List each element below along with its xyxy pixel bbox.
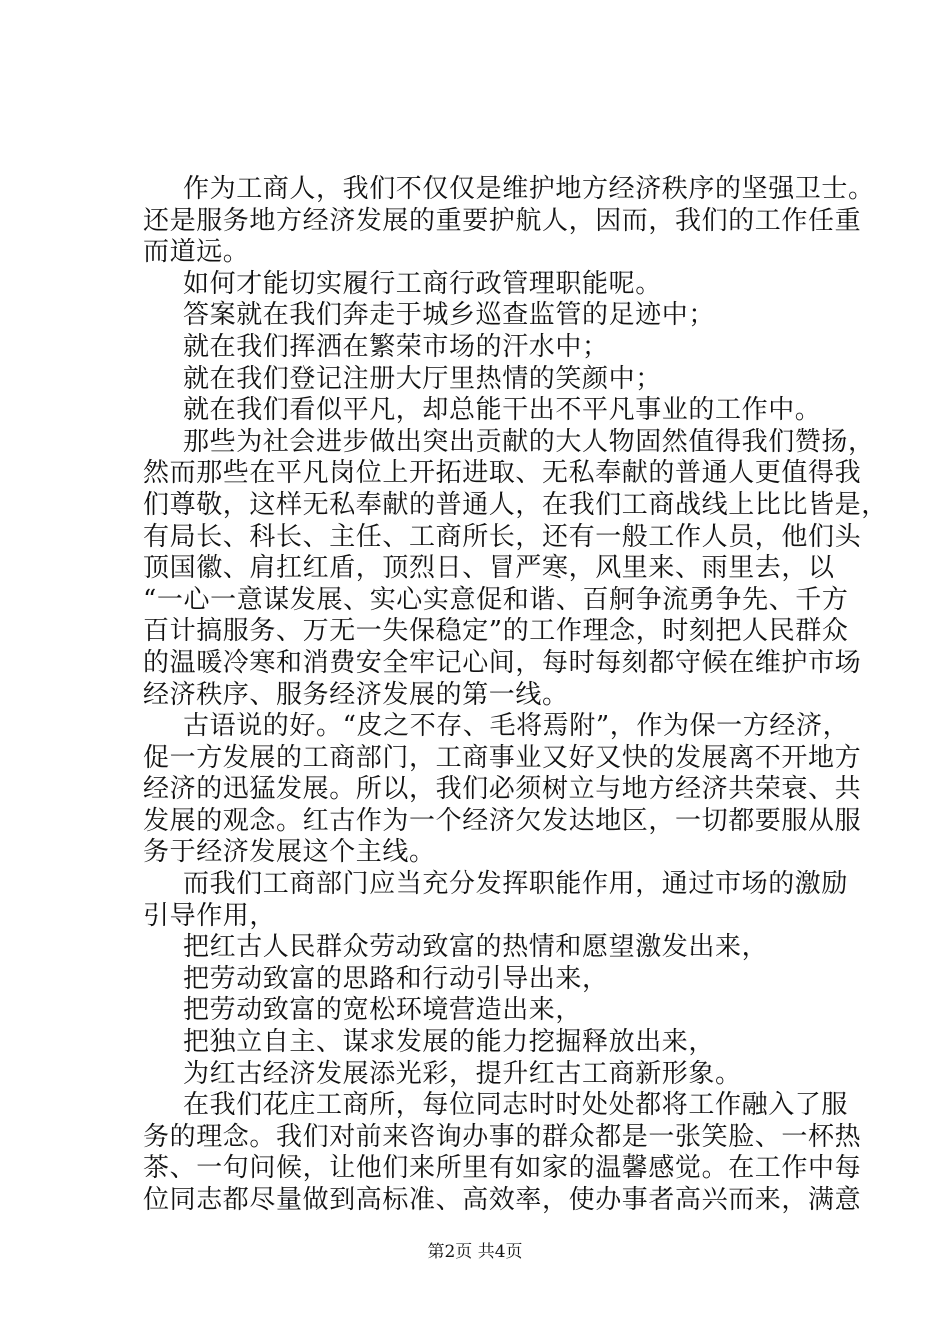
text-line: 发展的观念。红古作为一个经济欠发达地区，一切都要服从服 bbox=[143, 805, 862, 836]
text-line: 们尊敬，这样无私奉献的普通人，在我们工商战线上比比皆是， bbox=[143, 489, 888, 520]
text-line: 如何才能切实履行工商行政管理职能呢。 bbox=[183, 268, 662, 299]
text-line: 茶、一句问候，让他们来所里有如家的温馨感觉。在工作中每 bbox=[143, 1153, 862, 1184]
text-line: 就在我们看似平凡，却总能干出不平凡事业的工作中。 bbox=[183, 395, 822, 426]
text-line: 百计搞服务、万无一失保稳定”的工作理念，时刻把人民群众 bbox=[143, 616, 849, 647]
text-line: 作为工商人，我们不仅仅是维护地方经济秩序的坚强卫士。 bbox=[183, 174, 875, 204]
text-line: 有局长、科长、主任、工商所长，还有一般工作人员，他们头 bbox=[143, 521, 862, 552]
text-line: 为红古经济发展添光彩，提升红古工商新形象。 bbox=[183, 1058, 742, 1089]
text-line: 还是服务地方经济发展的重要护航人，因而，我们的工作任重 bbox=[143, 205, 862, 236]
text-line: 务于经济发展这个主线。 bbox=[143, 837, 436, 868]
page-number-footer: 第2页 共4页 bbox=[427, 1242, 523, 1262]
text-line: 把独立自主、谋求发展的能力挖掘释放出来， bbox=[183, 1027, 716, 1058]
text-line: 位同志都尽量做到高标准、高效率，使办事者高兴而来，满意 bbox=[143, 1185, 862, 1215]
text-line: 把劳动致富的思路和行动引导出来， bbox=[183, 963, 609, 994]
text-line: 古语说的好。“皮之不存、毛将焉附”，作为保一方经济， bbox=[183, 711, 850, 742]
text-line: 把劳动致富的宽松环境营造出来， bbox=[183, 995, 583, 1026]
text-line: 务的理念。我们对前来咨询办事的群众都是一张笑脸、一杯热 bbox=[143, 1121, 862, 1152]
text-line: 经济秩序、服务经济发展的第一线。 bbox=[143, 679, 569, 710]
text-line: “一心一意谋发展、实心实意促和谐、百舸争流勇争先、千方 bbox=[143, 584, 849, 615]
text-line: 经济的迅猛发展。所以，我们必须树立与地方经济共荣衰、共 bbox=[143, 774, 862, 805]
text-line: 在我们花庄工商所，每位同志时时处处都将工作融入了服 bbox=[183, 1090, 849, 1121]
text-line: 而我们工商部门应当充分发挥职能作用，通过市场的激励 bbox=[183, 869, 849, 900]
text-line: 而道远。 bbox=[143, 237, 250, 268]
text-line: 就在我们挥洒在繁荣市场的汗水中； bbox=[183, 331, 609, 362]
text-line: 顶国徽、肩扛红盾，顶烈日、冒严寒，风里来、雨里去，以 bbox=[143, 553, 835, 584]
text-line: 那些为社会进步做出突出贡献的大人物固然值得我们赞扬， bbox=[183, 426, 875, 457]
text-line: 的温暖冷寒和消费安全牢记心间，每时每刻都守候在维护市场 bbox=[143, 647, 862, 678]
text-line: 引导作用， bbox=[143, 900, 277, 931]
text-line: 就在我们登记注册大厅里热情的笑颜中； bbox=[183, 363, 662, 394]
text-line: 促一方发展的工商部门，工商事业又好又快的发展离不开地方 bbox=[143, 742, 862, 773]
text-line: 然而那些在平凡岗位上开拓进取、无私奉献的普通人更值得我 bbox=[143, 458, 862, 489]
text-line: 答案就在我们奔走于城乡巡查监管的足迹中； bbox=[183, 300, 716, 331]
text-line: 把红古人民群众劳动致富的热情和愿望激发出来， bbox=[183, 932, 769, 963]
document-body bbox=[143, 174, 888, 1217]
